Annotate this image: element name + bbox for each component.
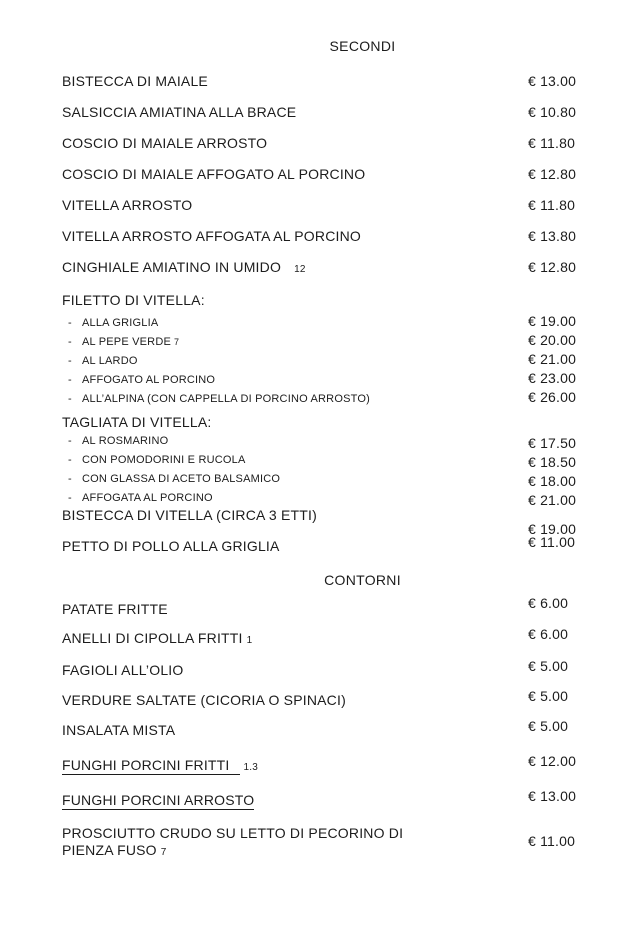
item-price: € 19.00 xyxy=(528,313,577,329)
item-name-text: CINGHIALE AMIATINO IN UMIDO xyxy=(62,259,282,275)
item-name: FAGIOLI ALL’OLIO xyxy=(62,662,184,678)
variant-row xyxy=(0,351,640,370)
item-price: € 20.00 xyxy=(528,332,577,348)
item-price: € 11.80 xyxy=(528,135,576,151)
section-title-contorni: CONTORNI xyxy=(324,572,401,588)
item-price: € 21.00 xyxy=(528,351,577,367)
dash-bullet-icon xyxy=(68,452,82,469)
menu-item-row xyxy=(0,197,640,214)
variant-name: AL LARDO xyxy=(82,355,138,367)
item-name xyxy=(62,825,412,861)
menu-item-row xyxy=(0,658,640,679)
variant-name: AFFOGATA AL PORCINO xyxy=(82,492,213,504)
item-price: € 5.00 xyxy=(528,658,569,674)
dash-bullet-icon xyxy=(68,391,82,408)
menu-group-header xyxy=(0,292,640,309)
variant-row xyxy=(0,370,640,389)
menu-item-row xyxy=(0,626,640,649)
item-price: € 17.50 xyxy=(528,435,577,451)
item-name-text: FUNGHI PORCINI ARROSTO xyxy=(62,792,255,808)
menu-item-row xyxy=(0,228,640,245)
item-price: € 26.00 xyxy=(528,389,577,405)
item-price: € 12.80 xyxy=(528,259,577,275)
variant-name: CON GLASSA DI ACETO BALSAMICO xyxy=(82,473,281,485)
item-name: BISTECCA DI VITELLA (CIRCA 3 ETTI) xyxy=(62,507,317,523)
item-price: € 18.50 xyxy=(528,454,577,470)
item-price: € 5.00 xyxy=(528,688,569,704)
variant-row xyxy=(0,313,640,332)
item-name: SALSICCIA AMIATINA ALLA BRACE xyxy=(62,104,297,120)
item-name xyxy=(62,792,254,809)
menu-item-row xyxy=(0,534,640,555)
item-name: PETTO DI POLLO ALLA GRIGLIA xyxy=(62,538,280,554)
allergen-note: 1.3 xyxy=(243,762,259,773)
item-name: COSCIO DI MAIALE ARROSTO xyxy=(62,135,268,151)
menu-item-row xyxy=(0,166,640,183)
item-price: € 5.00 xyxy=(528,718,569,734)
item-name: VITELLA ARROSTO AFFOGATA AL PORCINO xyxy=(62,228,362,244)
section-title-secondi: SECONDI xyxy=(329,38,396,54)
variant-name: AL ROSMARINO xyxy=(82,435,169,447)
item-price: € 12.00 xyxy=(528,753,577,769)
item-price: € 19.00 xyxy=(528,521,577,537)
menu-item-row xyxy=(0,73,640,90)
dash-bullet-icon xyxy=(68,315,82,332)
variant-row xyxy=(0,332,640,351)
variant-row xyxy=(0,488,640,507)
item-name: VITELLA ARROSTO xyxy=(62,197,193,213)
dash-bullet-icon xyxy=(68,490,82,507)
variant-name: CON POMODORINI E RUCOLA xyxy=(82,454,246,466)
dash-bullet-icon xyxy=(68,433,82,450)
item-name: INSALATA MISTA xyxy=(62,722,176,738)
allergen-note: 12 xyxy=(294,264,306,275)
variant-row xyxy=(0,389,640,408)
variant-name: ALLA GRIGLIA xyxy=(82,317,159,329)
allergen-note: 1 xyxy=(246,635,253,646)
variant-row xyxy=(0,431,640,450)
item-name: PATATE FRITTE xyxy=(62,601,168,617)
item-name: COSCIO DI MAIALE AFFOGATO AL PORCINO xyxy=(62,166,366,182)
dash-bullet-icon xyxy=(68,372,82,389)
item-price: € 13.80 xyxy=(528,228,577,244)
dash-bullet-icon xyxy=(68,353,82,370)
allergen-note: 7 xyxy=(174,337,180,347)
variant-row xyxy=(0,450,640,469)
item-name-text: FUNGHI PORCINI FRITTI xyxy=(62,757,240,775)
menu-item-row xyxy=(0,825,640,861)
item-name: BISTECCA DI MAIALE xyxy=(62,73,208,89)
item-name xyxy=(62,630,252,649)
item-price: € 11.00 xyxy=(528,833,576,849)
group-title: TAGLIATA DI VITELLA: xyxy=(62,414,212,430)
item-price: € 13.00 xyxy=(528,73,577,89)
item-price: € 6.00 xyxy=(528,626,569,642)
item-price: € 6.00 xyxy=(528,595,569,611)
variant-name: AFFOGATO AL PORCINO xyxy=(82,374,216,386)
menu-item-row xyxy=(0,595,640,618)
menu-item-row xyxy=(0,135,640,152)
item-price: € 21.00 xyxy=(528,492,577,508)
item-price: € 18.00 xyxy=(528,473,577,489)
variant-name: ALL’ALPINA (CON CAPPELLA DI PORCINO ARROSTO) xyxy=(82,393,370,405)
menu-page xyxy=(0,38,640,943)
variant-row xyxy=(0,469,640,488)
menu-item-row xyxy=(0,788,640,809)
menu-item-row xyxy=(0,753,640,776)
variant-list xyxy=(0,313,640,408)
item-name xyxy=(62,259,306,278)
variant-list xyxy=(0,431,640,507)
item-price: € 13.00 xyxy=(528,788,577,804)
item-price: € 23.00 xyxy=(528,370,577,386)
group-title: FILETTO DI VITELLA: xyxy=(62,292,205,308)
dash-bullet-icon xyxy=(68,471,82,488)
item-name-text: PROSCIUTTO CRUDO SU LETTO DI PECORINO DI PIENZA FUSO xyxy=(62,825,404,858)
menu-group-header xyxy=(0,414,640,431)
variant-name: AL PEPE VERDE xyxy=(82,336,172,348)
item-price: € 11.00 xyxy=(528,534,576,550)
allergen-note: 7 xyxy=(160,847,167,858)
item-name-text: ANELLI DI CIPOLLA FRITTI xyxy=(62,630,243,646)
menu-item-row xyxy=(0,259,640,278)
dash-bullet-icon xyxy=(68,334,82,351)
menu-item-row xyxy=(0,104,640,121)
item-name: VERDURE SALTATE (CICORIA O SPINACI) xyxy=(62,692,346,708)
menu-item-row xyxy=(0,688,640,709)
menu-item-row xyxy=(0,718,640,739)
menu-item-row xyxy=(0,507,640,537)
item-name xyxy=(62,757,258,776)
item-price: € 10.80 xyxy=(528,104,577,120)
item-price: € 11.80 xyxy=(528,197,576,213)
item-price: € 12.80 xyxy=(528,166,577,182)
